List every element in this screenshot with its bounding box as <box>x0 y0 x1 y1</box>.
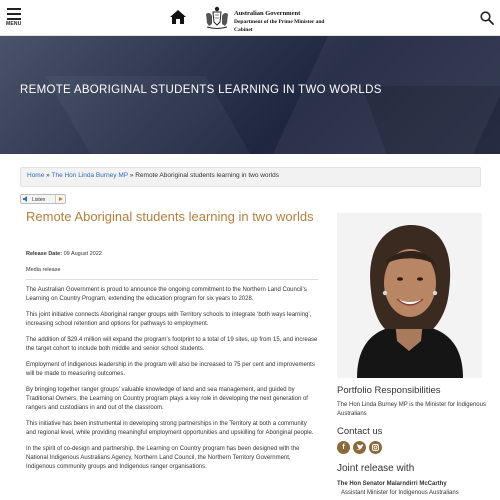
joint-release-name: The Hon Senator Malarndirri McCarthy <box>337 481 447 487</box>
portfolio-heading: Portfolio Responsibilities <box>337 385 441 396</box>
minister-portrait <box>337 213 482 378</box>
release-date-label: Release Date: <box>26 251 63 257</box>
article-paragraph: The addition of $29.4 million will expand the program’s footprint to a total of 19 sites, up from 15, and increase the target cohort to include both middle and senior school students. <box>26 337 318 352</box>
government-logo[interactable] <box>204 6 334 33</box>
media-release-tag: Media release <box>26 267 61 273</box>
joint-release-heading: Joint release with <box>337 463 415 474</box>
gov-line-1: Australian Government <box>234 10 301 17</box>
article-paragraph: In the spirit of co-design and partnership, the Learning on Country program has been designed with the National Indigenous Australians Agency, Northern Land Council, the Northern Territory Government, Indigenous community groups and Indigenous ranger organisations. <box>26 446 300 470</box>
speaker-icon <box>23 196 29 202</box>
breadcrumb-current: Remote Aboriginal students learning in two worlds <box>135 172 280 179</box>
breadcrumb-minister-link[interactable]: The Hon Linda Burney MP <box>51 172 128 179</box>
contact-heading: Contact us <box>337 426 383 437</box>
search-icon[interactable] <box>480 11 494 25</box>
article-paragraph: By bringing together ranger groups’ valuable knowledge of land and sea management, and guided by Traditional Owners, the Learning on Country program plays a key role in developing the next generation of rangers and custodians in and out of the classroom. <box>26 387 308 411</box>
breadcrumb-home-link[interactable]: Home <box>27 172 45 179</box>
site-header <box>0 0 500 36</box>
menu-icon-bar <box>7 18 21 20</box>
menu-button[interactable] <box>6 8 24 30</box>
home-icon[interactable] <box>170 10 186 24</box>
twitter-icon[interactable] <box>353 441 366 454</box>
gov-line-2: Department of the Prime Minister and Cabinet <box>234 19 325 33</box>
portfolio-text: The Hon Linda Burney MP is the Minister for Indigenous Australians <box>337 402 486 417</box>
breadcrumb <box>20 167 481 187</box>
portrait-illustration <box>337 213 482 378</box>
divider <box>26 279 318 280</box>
listen-label: Listen <box>32 196 46 203</box>
article-paragraph: This initiative has been instrumental in developing strong partnerships in the Territory at both a community and regional level, while providing meaningful employment opportunities and upskilling for Aboriginal people. <box>26 421 314 436</box>
joint-release-role: Assistant Minister for Indigenous Australians <box>341 490 459 496</box>
release-date-value: 09 August 2022 <box>63 251 102 257</box>
hero-title: REMOTE ABORIGINAL STUDENTS LEARNING IN TWO WORLDS <box>20 84 382 96</box>
menu-label: MENU <box>6 21 22 27</box>
release-date <box>26 251 102 257</box>
hero-facet <box>362 86 500 154</box>
article-paragraph: Employment of Indigenous leadership in the program will also be increased to 75 per cent and improvements will be made to measuring outcomes. <box>26 362 315 377</box>
play-icon <box>55 195 65 203</box>
menu-icon <box>7 8 21 10</box>
article-title: Remote Aboriginal students learning in two worlds <box>26 209 314 224</box>
instagram-icon[interactable] <box>369 441 382 454</box>
facebook-icon[interactable]: f <box>337 441 350 454</box>
article-paragraph: This joint initiative connects Aboriginal ranger groups with Territory schools to integrate ‘both ways learning’, increasing school retention and options for pathways to employment. <box>26 312 312 327</box>
menu-icon-bar <box>7 13 21 15</box>
breadcrumb-separator: » <box>46 172 50 179</box>
coat-of-arms-icon <box>204 6 230 30</box>
article-body <box>26 286 318 479</box>
hero-banner <box>0 36 500 154</box>
breadcrumb-separator: » <box>129 172 134 179</box>
government-wordmark <box>234 10 334 34</box>
listen-button[interactable] <box>20 194 66 204</box>
article-paragraph: The Australian Government is proud to announce the ongoing commitment to the Northern Land Council’s Learning on Country Program, extending the education program for six years to 2028. <box>26 287 307 302</box>
